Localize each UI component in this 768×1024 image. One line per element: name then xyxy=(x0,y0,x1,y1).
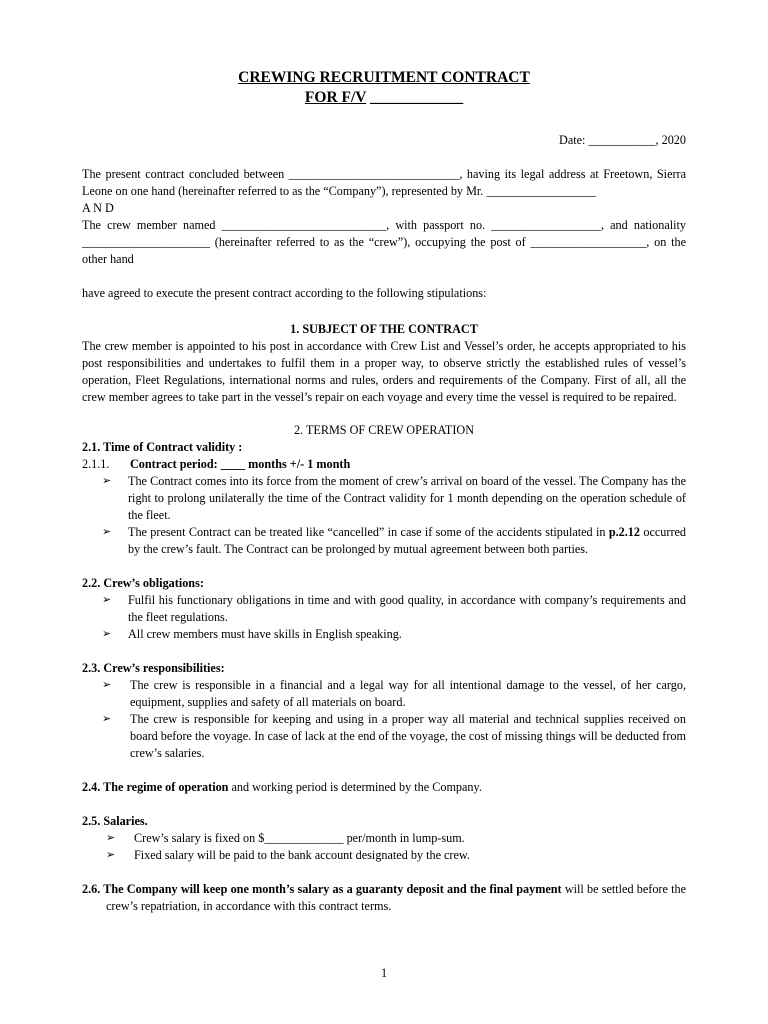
section1-body: The crew member is appointed to his post in accordance with Crew List and Vessel’s order, he accepts appropriated to his post responsibilities and undertakes to fulfil them in a proper way, to observe strictly the established rules of vessel’s operation, Fleet Regulations, international norms and rules, orders and requirements of the Company. First of all, all the crew member agrees to take part in the vessel’s repair on each voyage and every time the vessel is required to be repaired. xyxy=(82,339,686,404)
section-2-4 xyxy=(82,779,686,796)
vessel-label: FOR F/V xyxy=(304,89,367,106)
section-2-6-text: will be settled before the crew’s repatriation, in accordance with this contract terms. xyxy=(106,882,687,913)
and-separator: A N D xyxy=(82,201,114,215)
list-item: ➢ The crew is responsible in a financial and a legal way for all intentional damage to the vessel, of her cargo, equipment, supplies and safety of all materials on board. xyxy=(102,678,686,709)
arrow-bullet-icon: ➢ xyxy=(102,713,112,725)
crew-paragraph: The crew member named ___________________________, with passport no. __________________, and nationality _____________________ (hereinafter referred to as the “crew”), occupying the post of ___________________, on the other hand xyxy=(82,218,686,266)
section-2-5-heading: 2.5. Salaries. xyxy=(82,814,148,828)
arrow-bullet-icon: ➢ xyxy=(106,849,116,861)
list-item: ➢ All crew members must have skills in English speaking. xyxy=(102,627,402,641)
intro-paragraph: The present contract concluded between ____________________________, having its legal address at Freetown, Sierra Leone on one hand (hereinafter referred to as the “Company”), represented by Mr. __________________ xyxy=(82,167,686,198)
arrow-bullet-icon: ➢ xyxy=(106,832,116,844)
vessel-name-blank: ____________ xyxy=(370,89,464,106)
section-2-2-bullets xyxy=(82,592,686,643)
section-2-6-heading: 2.6. The Company will keep one month’s salary as a guaranty deposit and the final payment xyxy=(82,882,562,896)
list-item: ➢ The present Contract can be treated like “cancelled” in case if some of the accidents stipulated in p.2.12 occurred by the crew’s fault. The Contract can be prolonged by mutual agreement between both parties. xyxy=(102,525,687,556)
list-item: ➢ The crew is responsible for keeping and using in a proper way all material and technical supplies received on board before the voyage. In case of lack at the end of the voyage, the cost of missing things will be deducted from crew’s salaries. xyxy=(102,712,686,760)
list-item: ➢ Crew’s salary is fixed on $_____________ per/month in lump-sum. xyxy=(106,831,465,845)
list-item: ➢ Fixed salary will be paid to the bank account designated by the crew. xyxy=(106,848,470,862)
arrow-bullet-icon: ➢ xyxy=(102,594,112,606)
section-2-5-bullets xyxy=(82,830,686,864)
section-2-1-1-number: 2.1.1. xyxy=(82,457,110,471)
section-2-1-1-bullets xyxy=(82,473,686,558)
section-2-3-bullets xyxy=(82,677,686,762)
section-2-6 xyxy=(82,881,686,915)
clause-reference: p.2.12 xyxy=(608,525,640,539)
section-2-1-heading: 2.1. Time of Contract validity : xyxy=(82,440,243,454)
section-2-2-heading: 2.2. Crew’s obligations: xyxy=(82,576,204,590)
section2-heading: 2. TERMS OF CREW OPERATION xyxy=(293,423,474,437)
agreement-paragraph: have agreed to execute the present contract according to the following stipulations: xyxy=(82,286,487,300)
section-2-4-text: and working period is determined by the Company. xyxy=(228,780,482,794)
contract-period: Contract period: ____ months +/- 1 month xyxy=(130,457,351,471)
date-line: Date: ___________, 2020 xyxy=(559,133,686,147)
arrow-bullet-icon: ➢ xyxy=(102,526,112,538)
document-title: CREWING RECRUITMENT CONTRACT xyxy=(238,69,530,86)
section-2-3-heading: 2.3. Crew’s responsibilities: xyxy=(82,661,225,675)
page-number: 1 xyxy=(380,966,388,980)
arrow-bullet-icon: ➢ xyxy=(102,628,112,640)
section-2-4-heading: 2.4. The regime of operation xyxy=(82,780,229,794)
document-subtitle xyxy=(82,88,686,108)
arrow-bullet-icon: ➢ xyxy=(102,679,112,691)
arrow-bullet-icon: ➢ xyxy=(102,475,112,487)
list-item: ➢ The Contract comes into its force from the moment of crew’s arrival on board of the vessel. The Company has the right to prolong unilaterally the time of the Contract validity for 1 month depending on the operation schedule of the fleet. xyxy=(102,474,686,522)
section1-heading: 1. SUBJECT OF THE CONTRACT xyxy=(290,322,478,336)
document-page xyxy=(82,68,686,915)
section-2-1-1 xyxy=(82,456,686,473)
list-item: ➢ Fulfil his functionary obligations in time and with good quality, in accordance with company’s requirements and the fleet regulations. xyxy=(102,593,686,624)
